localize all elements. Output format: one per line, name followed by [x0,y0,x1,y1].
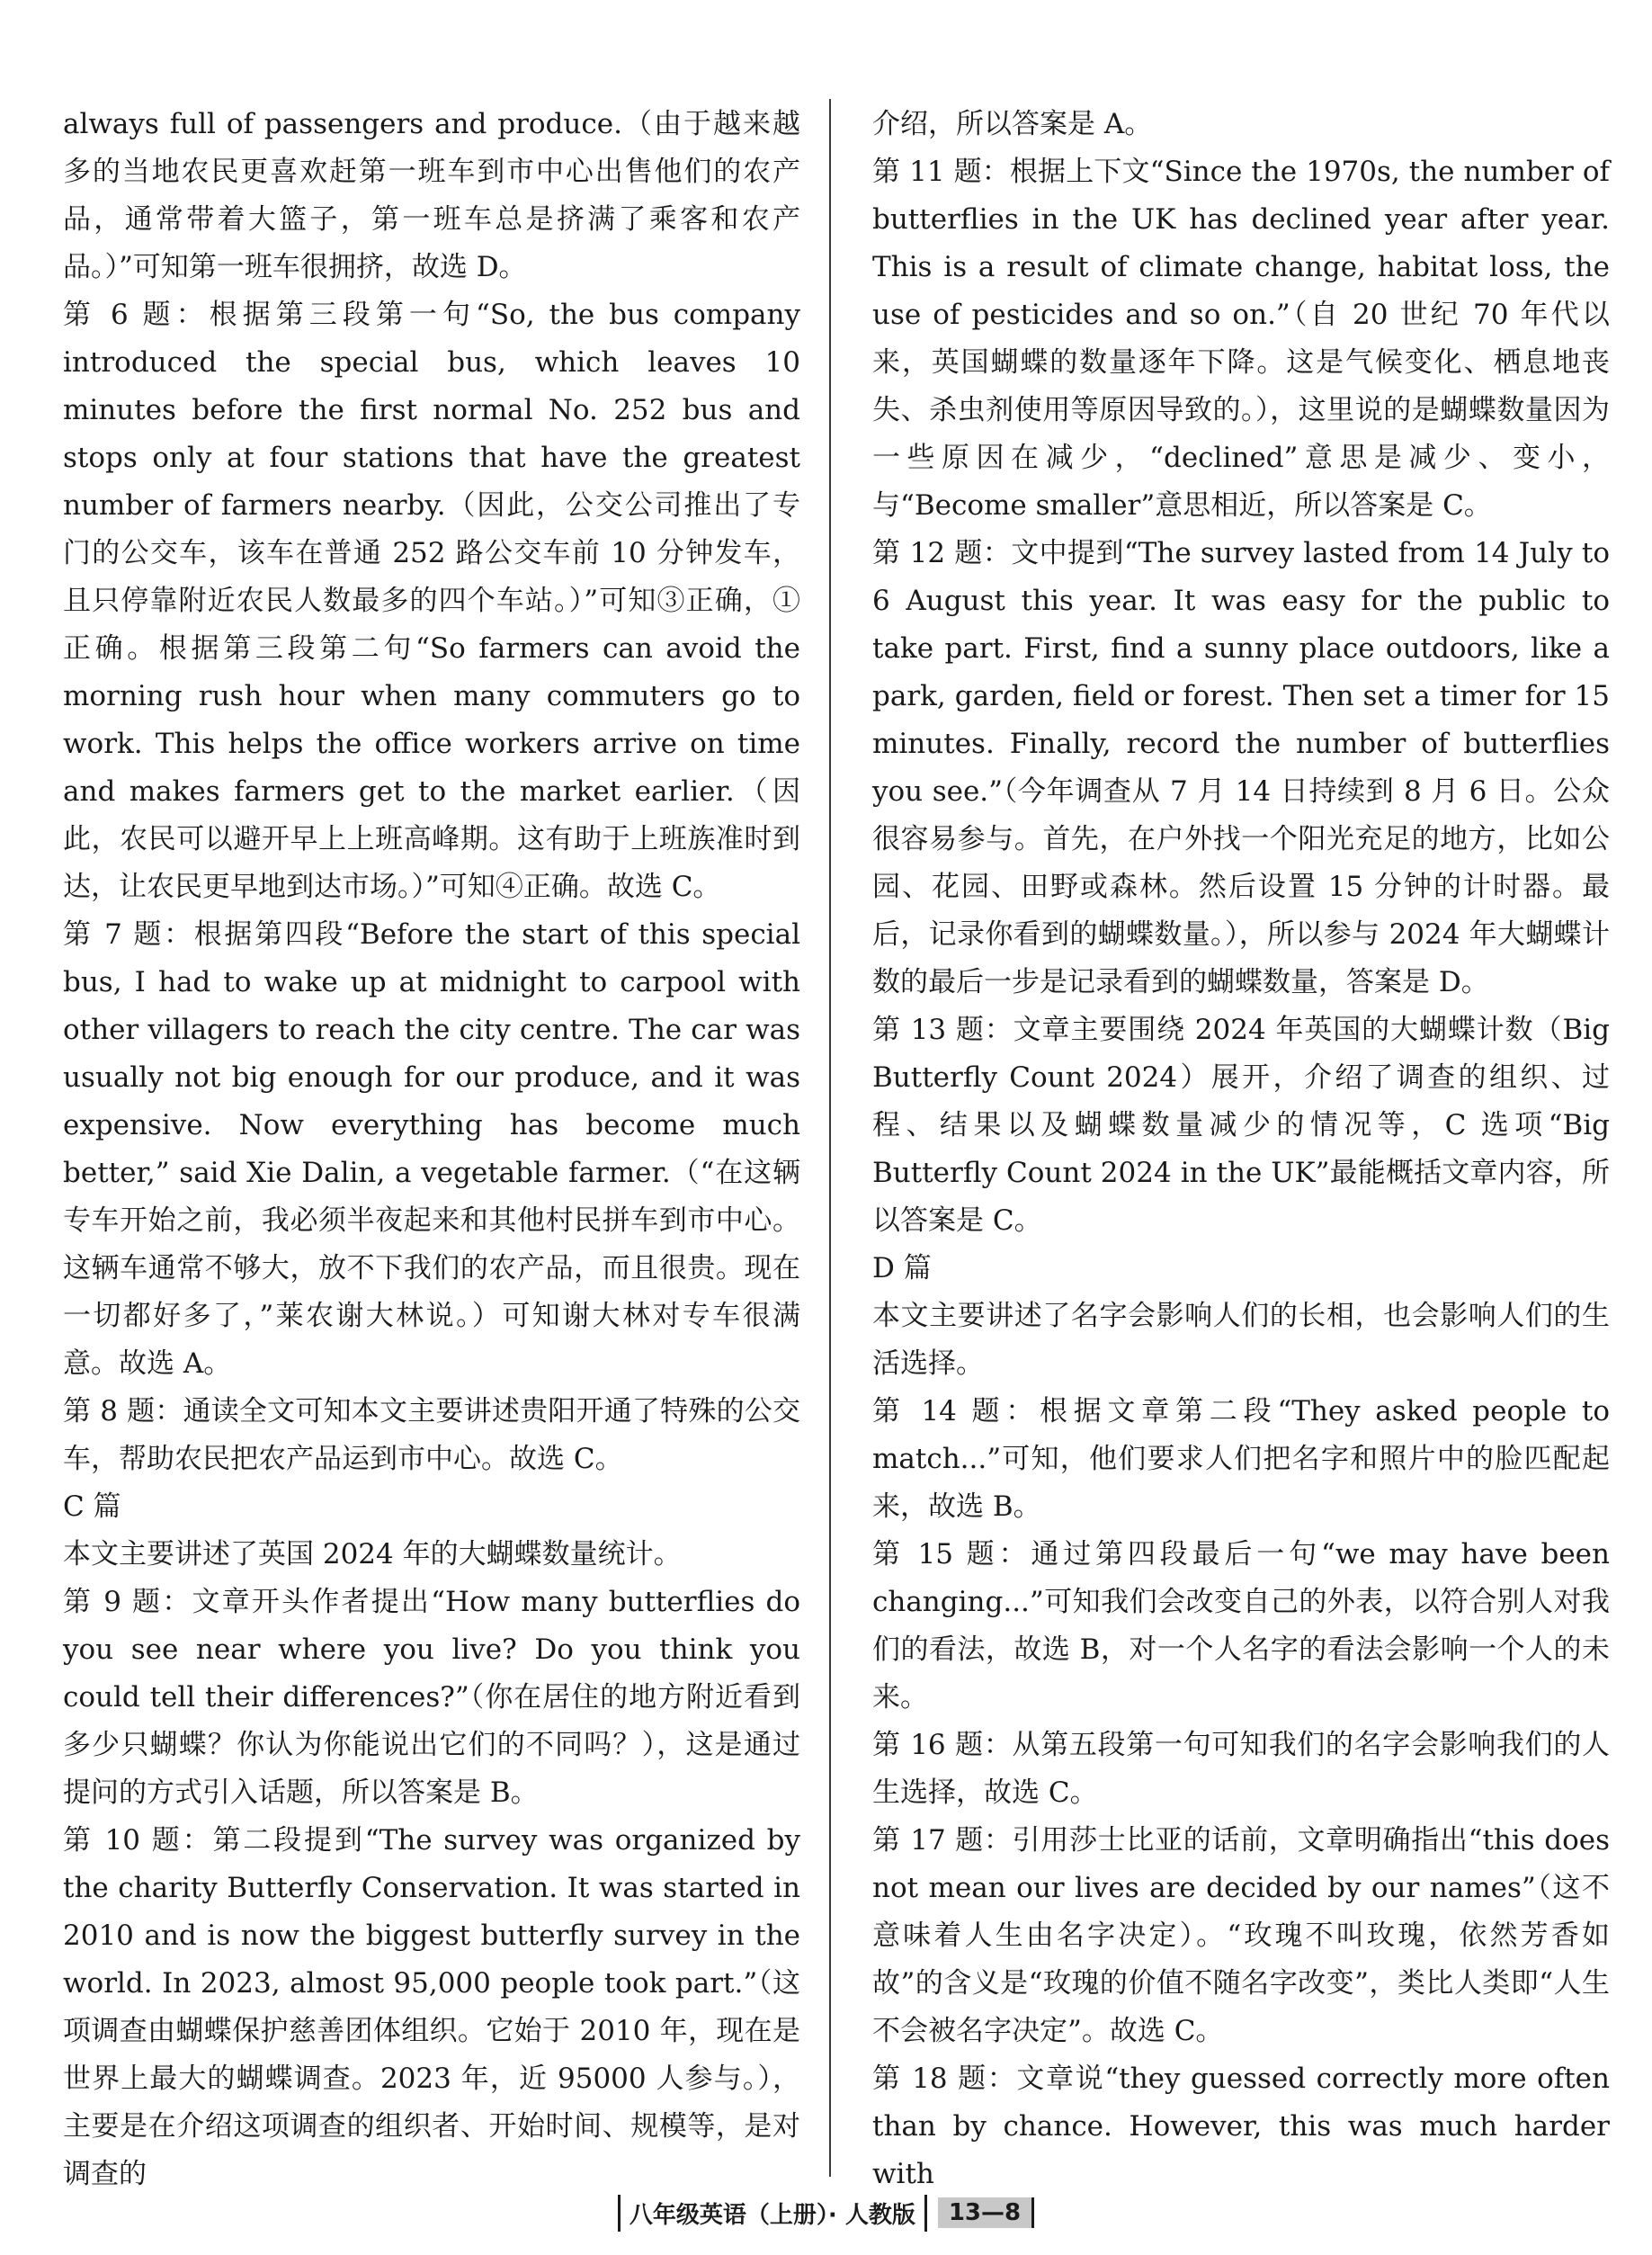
answer-paragraph: 介绍，所以答案是 A。 [872,108,1153,140]
answer-paragraph: 本文主要讲述了英国 2024 年的大蝴蝶数量统计。 [63,1538,682,1570]
answer-paragraph: 第 8 题：通读全文可知本文主要讲述贵阳开通了特殊的公交车，帮助农民把农产品运到市中心。故选 C。 [63,1395,800,1475]
answer-paragraph: 第 14 题：根据文章第二段“They asked people to match...”可知，他们要求人们把名字和照片中的脸匹配起来，故选 B。 [872,1395,1610,1523]
answer-paragraph: always full of passengers and produce.（由于越来越多的当地农民更喜欢赶第一班车到市中心出售他们的农产品，通常带着大篮子，第一班车总是挤满了乘客和农产品。）”可知第一班车很拥挤，故选 D。 [63,108,800,283]
left-column [63,101,800,2198]
answer-paragraph: 第 6 题：根据第三段第一句“So, the bus company introduced the special bus, which leaves 10 minutes before the first normal No. 252 bus and stops only at four stations that have the greatest number of farmers nearby.（因此，公交公司推出了专门的公交车，该车在普通 252 路公交车前 10 分钟发车，且只停靠附近农民人数最多的四个车站。）”可知③正确，①正确。根据第三段第二句“So farmers can avoid the morning rush hour when many commuters go to work. This helps the office workers arrive on time and makes farmers get to the market earlier.（因此，农民可以避开早上上班高峰期。这有助于上班族准时到达，让农民更早地到达市场。）”可知④正确。故选 C。 [63,299,800,903]
answer-paragraph: 第 11 题：根据上下文“Since the 1970s, the number of butterflies in the UK has declined year after year. This is a result of climate change, habitat loss, the use of pesticides and so on.”（自 20 世纪 70 年代以来，英国蝴蝶的数量逐年下降。这是气候变化、栖息地丧失、杀虫剂使用等原因导致的。），这里说的是蝴蝶数量因为一些原因在减少，“declined”意思是减少、变小，与“Become smaller”意思相近，所以答案是 C。 [872,156,1610,522]
section-heading: D 篇 [872,1252,932,1284]
answer-paragraph: 第 17 题：引用莎士比亚的话前，文章明确指出“this does not mean our lives are decided by our names”（这不意味着人生由名字决定）。“玫瑰不叫玫瑰，依然芳香如故”的含义是“玫瑰的价值不随名字改变”，类比人类即“人生不会被名字决定”。故选 C。 [872,1824,1610,2047]
right-column [872,101,1610,2198]
answer-paragraph: 本文主要讲述了名字会影响人们的长相，也会影响人们的生活选择。 [872,1300,1610,1380]
answer-paragraph: 第 15 题：通过第四段最后一句“we may have been changing...”可知我们会改变自己的外表，以符合别人对我们的看法，故选 B，对一个人名字的看法会影响一个人的未来。 [872,1538,1610,1714]
answer-paragraph: 第 13 题：文章主要围绕 2024 年英国的大蝴蝶计数（Big Butterfly Count 2024）展开，介绍了调查的组织、过程、结果以及蝴蝶数量减少的情况等，C 选项“Big Butterfly Count 2024 in the UK”最能概括文章内容，所以答案是 C。 [872,1014,1610,1237]
book-title: 八年级英语（上册）· 人教版 [618,2195,927,2232]
answer-paragraph: 第 12 题：文中提到“The survey lasted from 14 July to 6 August this year. It was easy for the public to take part. First, find a sunny place outdoors, like a park, garden, field or forest. Then set a timer for 15 minutes. Finally, record the number of butterflies you see.”（今年调查从 7 月 14 日持续到 8 月 6 日。公众很容易参与。首先，在户外找一个阳光充足的地方，比如公园、花园、田野或森林。然后设置 15 分钟的计时器。最后，记录你看到的蝴蝶数量。），所以参与 2024 年大蝴蝶计数的最后一步是记录看到的蝴蝶数量，答案是 D。 [872,537,1610,998]
page-number: 13—8 [938,2197,1034,2228]
answer-paragraph: 第 16 题：从第五段第一句可知我们的名字会影响我们的人生选择，故选 C。 [872,1729,1610,1809]
answer-paragraph: 第 9 题：文章开头作者提出“How many butterflies do you see near where you live? Do you think you could tell their differences?”（你在居住的地方附近看到多少只蝴蝶？你认为你能说出它们的不同吗？），这是通过提问的方式引入话题，所以答案是 B。 [63,1586,800,1809]
page-footer [0,2195,1652,2231]
answer-paragraph: 第 18 题：文章说“they guessed correctly more often than by chance. However, this was much harder with [872,2063,1610,2190]
answer-paragraph: 第 7 题：根据第四段“Before the start of this special bus, I had to wake up at midnight to carpool with other villagers to reach the city centre. The car was usually not big enough for our produce, and it was expensive. Now everything has become much better,” said Xie Dalin, a vegetable farmer.（“在这辆专车开始之前，我必须半夜起来和其他村民拼车到市中心。这辆车通常不够大，放不下我们的农产品，而且很贵。现在一切都好多了，”莱农谢大林说。）可知谢大林对专车很满意。故选 A。 [63,918,800,1380]
answer-paragraph: 第 10 题：第二段提到“The survey was organized by the charity Butterfly Conservation. It was started in 2010 and is now the biggest butterfly survey in the world. In 2023, almost 95,000 people took part.”（这项调查由蝴蝶保护慈善团体组织。它始于 2010 年，现在是世界上最大的蝴蝶调查。2023 年，近 95000 人参与。），主要是在介绍这项调查的组织者、开始时间、规模等，是对调查的 [63,1824,800,2190]
column-divider [829,99,831,2177]
section-heading: C 篇 [63,1490,121,1523]
